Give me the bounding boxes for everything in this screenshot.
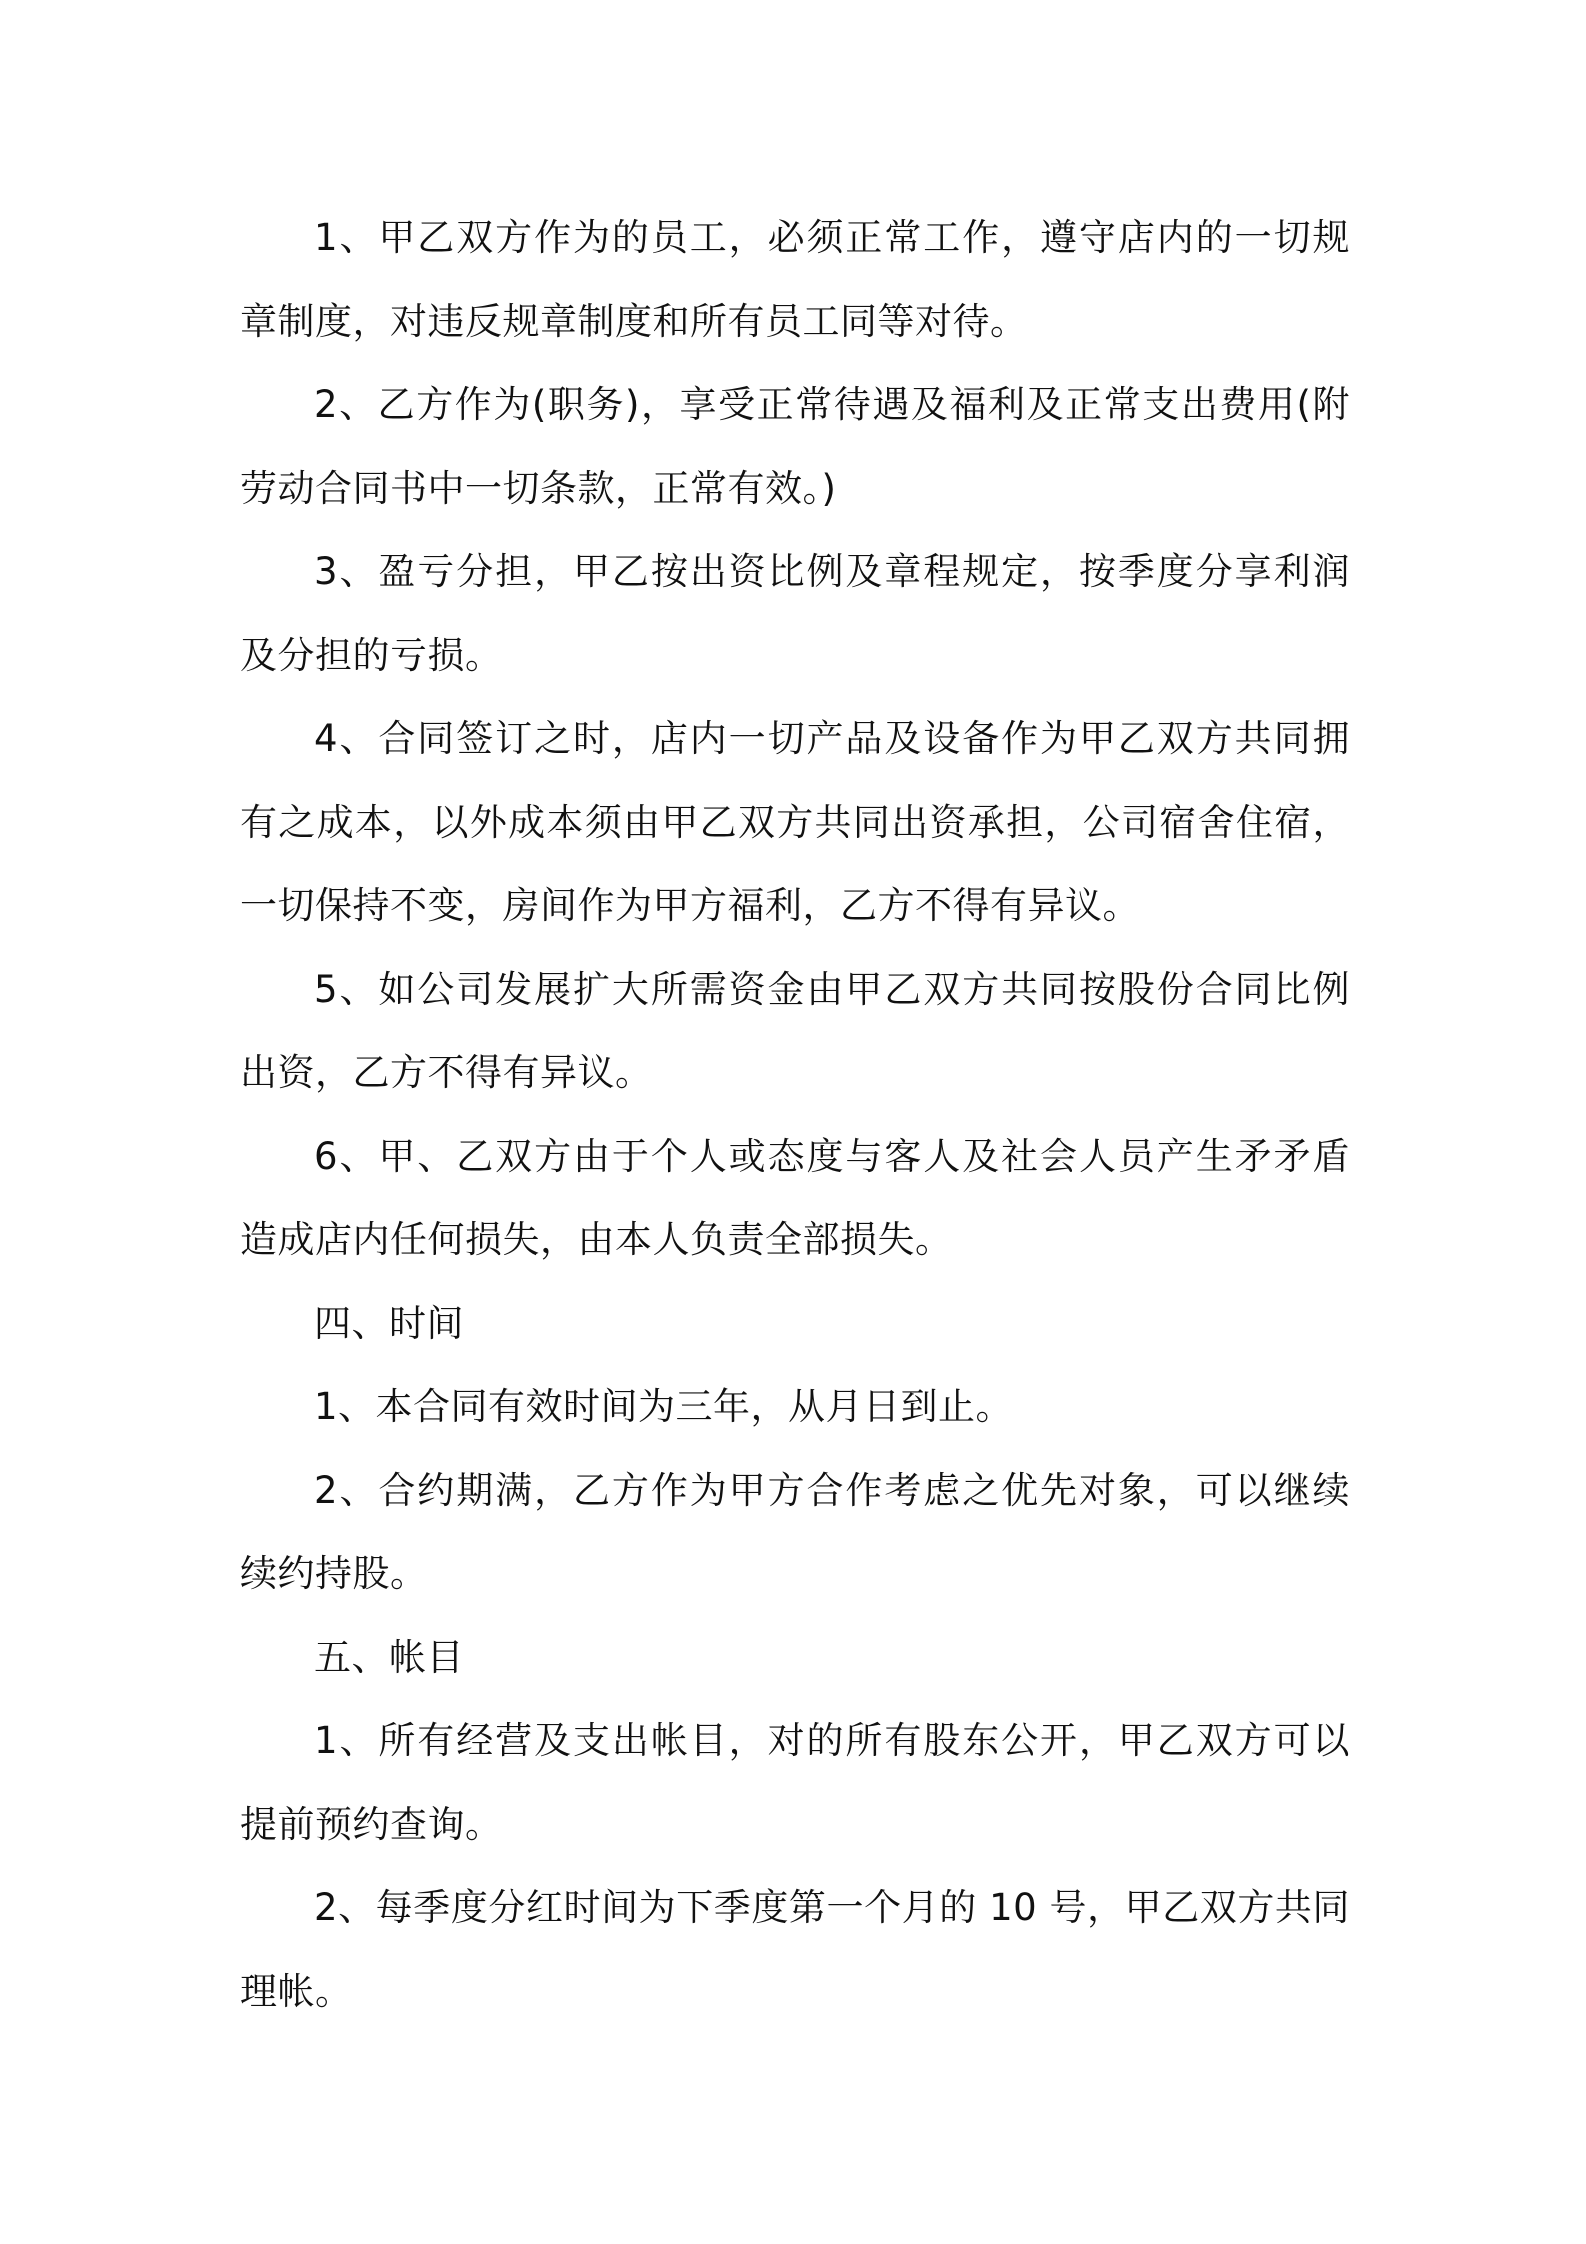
clause-renewal: 2、合约期满，乙方作为甲方合作考虑之优先对象，可以继续续约持股。: [240, 1468, 1350, 1595]
clause-term: 1、本合同有效时间为三年，从月日到止。: [314, 1385, 1014, 1428]
section-heading-time: 四、时间: [314, 1301, 464, 1345]
document-body: [240, 196, 1350, 2033]
clause-party-b-position: 2、乙方作为(职务)，享受正常待遇及福利及正常支出费用(附劳动合同书中一切条款，正常有效。): [240, 383, 1350, 510]
clause-dividend-schedule: 2、每季度分红时间为下季度第一个月的 10 号，甲乙双方共同理帐。: [240, 1886, 1350, 2013]
clause-employee-duties: 1、甲乙双方作为的员工，必须正常工作，遵守店内的一切规章制度，对违反规章制度和所有员工同等对待。: [240, 216, 1350, 343]
section-heading-accounts: 五、帐目: [314, 1635, 464, 1679]
clause-profit-loss: 3、盈亏分担，甲乙按出资比例及章程规定，按季度分享利润及分担的亏损。: [240, 550, 1350, 677]
clause-assets-costs: 4、合同签订之时，店内一切产品及设备作为甲乙双方共同拥有之成本，以外成本须由甲乙双方共同出资承担，公司宿舍住宿，一切保持不变，房间作为甲方福利，乙方不得有异议。: [240, 717, 1350, 927]
clause-expansion-funding: 5、如公司发展扩大所需资金由甲乙双方共同按股份合同比例出资，乙方不得有异议。: [240, 967, 1350, 1094]
clause-liability: 6、甲、乙双方由于个人或态度与客人及社会人员产生矛矛盾造成店内任何损失，由本人负责全部损失。: [240, 1134, 1350, 1261]
clause-account-disclosure: 1、所有经营及支出帐目，对的所有股东公开，甲乙双方可以提前预约查询。: [240, 1719, 1350, 1846]
